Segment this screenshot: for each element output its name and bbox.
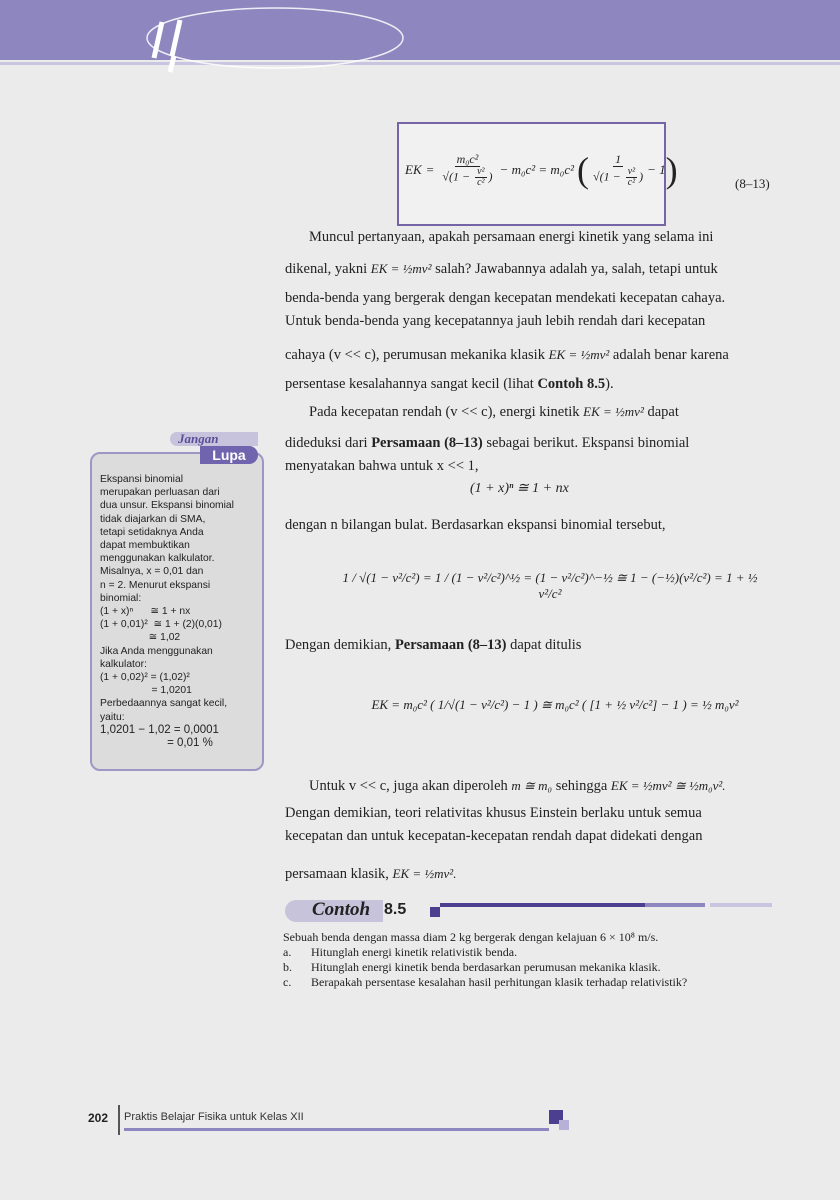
p2-line4: dengan n bilangan bulat. Berdasarkan ekspansi binomial tersebut,: [285, 517, 666, 533]
paragraph-3: [285, 634, 772, 657]
p2-line3: menyatakan bahwa untuk x << 1,: [285, 458, 479, 474]
sidebar-line-0: Ekspansi binomial: [100, 474, 183, 485]
contoh-item-b-text: Hitunglah energi kinetik benda berdasarkan perumusan mekanika klasik.: [311, 960, 661, 974]
p4-line1: [285, 774, 772, 798]
sidebar-line-7: Misalnya, x = 0,01 dan: [100, 566, 204, 578]
p1-line5-formula: EK = ½mv²: [548, 347, 610, 362]
sidebar-line-19: 1,0201 − 1,02 = 0,0001: [100, 723, 219, 736]
sidebar-tab-top: Jangan: [178, 431, 219, 446]
eq-middle: − m₀c² = m₀c²: [499, 162, 574, 177]
eq-minus-one: − 1: [647, 162, 666, 177]
contoh-bar-light: [710, 903, 772, 907]
p1-line4: Untuk benda-benda yang kecepatannya jauh lebih rendah dari kecepatan: [285, 313, 706, 329]
sidebar-line-14: kalkulator:: [100, 658, 147, 670]
eq-numerator: m₀c²: [456, 151, 479, 166]
sidebar-tab: [170, 432, 260, 464]
contoh-item-c: [283, 975, 783, 990]
sidebar-line-13: Jika Anda menggunakan: [100, 645, 213, 657]
sidebar-tab-bottom: Lupa: [200, 446, 258, 464]
p1-line2-b: salah? Jawabannya adalah ya, salah, tetapi untuk: [435, 261, 718, 277]
p4-line1-m: m ≅ m₀: [511, 778, 553, 793]
sidebar-line-8: n = 2. Menurut ekspansi: [100, 579, 211, 591]
sidebar-line-4: tetapi setidaknya Anda: [100, 526, 204, 538]
p2-line1-b: dapat: [647, 404, 679, 420]
paragraph-1: [285, 226, 772, 396]
sidebar-line-3: tidak diajarkan di SMA,: [100, 513, 206, 525]
p1-line2-a: dikenal, yakni: [285, 261, 368, 277]
contoh-item-b-marker: b.: [283, 960, 292, 974]
footer-title: Praktis Belajar Fisika untuk Kelas XII: [124, 1111, 304, 1123]
p1-line3: benda-benda yang bergerak dengan kecepatan mendekati kecepatan cahaya.: [285, 290, 726, 306]
header-swirl-decoration: [140, 0, 410, 80]
paragraph-4: [285, 774, 772, 886]
sidebar-line-9: binomial:: [100, 592, 142, 604]
sidebar-line-12: ≅ 1,02: [100, 632, 181, 644]
p1-line2-formula: EK = ½mv²: [370, 261, 432, 276]
equation-label: (8–13): [735, 176, 770, 191]
sidebar-line-1: merupakan perluasan dari: [100, 487, 220, 499]
eq-v2: v²: [477, 165, 485, 177]
eq-c2-2: c²: [627, 176, 636, 188]
contoh-body: [283, 930, 783, 990]
p4-line1-formula: EK = ½mv² ≅ ½m₀v².: [610, 778, 726, 793]
eq-c2: c²: [477, 176, 485, 188]
contoh-item-a: [283, 945, 783, 960]
contoh-bar-mid: [645, 903, 705, 907]
p1-line6-b: ).: [605, 376, 614, 392]
sidebar-line-17: Perbedaannya sangat kecil,: [100, 698, 228, 710]
eq-fraction-2: [591, 153, 645, 188]
p1-line5-a: cahaya (v << c), perumusan mekanika klasik: [285, 347, 545, 363]
p2-line1-formula: EK = ½mv²: [583, 404, 644, 419]
contoh-item-b: [283, 960, 783, 975]
p2-line1-a: Pada kecepatan rendah (v << c), energi kinetik: [309, 404, 580, 420]
contoh-item-a-marker: a.: [283, 945, 292, 959]
p1-line6-a: persentase kesalahannya sangat kecil (lihat: [285, 376, 534, 392]
header-divider: [0, 62, 840, 65]
eq-v2-2: v²: [627, 165, 636, 177]
p4-line4-a: persamaan klasik,: [285, 866, 389, 882]
expansion-equation: 1 / √(1 − v²/c²) = 1 / (1 − v²/c²)^½ = (1 − v²/c²)^−½ ≅ 1 − (−½)(v²/c²) = 1 + ½ v²/c²: [342, 570, 758, 601]
contoh-item-a-text: Hitunglah energi kinetik relativistik benda.: [311, 945, 518, 959]
contoh-item-c-marker: c.: [283, 975, 292, 989]
eq-fraction-1: [440, 153, 494, 188]
sidebar-line-5: dapat membuktikan: [100, 540, 190, 552]
p4-line1-b: sehingga: [555, 778, 608, 794]
p2-line1: [285, 400, 772, 424]
sidebar-line-20: = 0,01 %: [100, 737, 213, 750]
sidebar-line-11: (1 + 0,01)² ≅ 1 + (2)(0,01): [100, 619, 222, 631]
p1-line6: [285, 373, 772, 396]
footer-bar-line: [124, 1128, 549, 1131]
sidebar-text: [100, 473, 260, 750]
sidebar-line-2: dua unsur. Ekspansi binomial: [100, 500, 234, 512]
contoh-square: [430, 907, 440, 917]
eq-sqrt-prefix-2: 1 −: [603, 168, 621, 183]
p2-line2-bold: Persamaan (8–13): [371, 435, 483, 451]
p2-line2-b: sebagai berikut. Ekspansi binomial: [486, 435, 690, 451]
p3-b: dapat ditulis: [510, 637, 582, 653]
contoh-label: Contoh: [312, 899, 371, 920]
p1-line6-bold: Contoh 8.5: [537, 376, 606, 392]
p4-line4-formula: EK = ½mv².: [392, 866, 457, 881]
eq-equals: =: [425, 162, 435, 177]
paragraph-2: [285, 400, 772, 478]
p4-line4: [285, 862, 772, 886]
contoh-bar-dark: [440, 903, 645, 907]
binomial-equation: (1 + x)ⁿ ≅ 1 + nx: [470, 481, 569, 496]
contoh-item-c-text: Berapakah persentase kesalahan hasil perhitungan klasik terhadap relativistik?: [311, 975, 688, 989]
p1-line1: Muncul pertanyaan, apakah persamaan energi kinetik yang selama ini: [309, 229, 714, 245]
p4-line2: Dengan demikian, teori relativitas khusus Einstein berlaku untuk semua: [285, 805, 702, 821]
sidebar-line-18: yaitu:: [100, 711, 125, 723]
ek-equation: EK = m₀c² ( 1/√(1 − v²/c²) − 1 ) ≅ m₀c² ( [1 + ½ v²/c²] − 1 ) = ½ m₀v²: [371, 697, 739, 712]
p4-line1-a: Untuk v << c, juga akan diperoleh: [309, 778, 508, 794]
contoh-number: 8.5: [384, 901, 407, 918]
equation-8-13: EK = m₀c² √(1 − $\frac{\text{v²}}{\text{c²}}$ ) − m₀c² = m₀c² ( 1 √(1 − $\frac{\text{v²}}{\text{c²}}$ ) − 1 ): [405, 150, 678, 190]
p1-line5: [285, 343, 772, 367]
p3-bold: Persamaan (8–13): [394, 637, 507, 653]
sidebar-line-6: menggunakan kalkulator.: [100, 553, 215, 565]
footer-divider: [118, 1105, 120, 1135]
eq-denominator: √(1 − $\frac{\text{v²}}{\text{c²}}$ ): [442, 165, 493, 188]
page-number: 202: [88, 1111, 109, 1125]
p4-line3: kecepatan dan untuk kecepatan-kecepatan rendah dapat didekati dengan: [285, 828, 703, 844]
p1-line5-b: adalah benar karena: [612, 347, 729, 363]
sidebar-line-16: = 1,0201: [100, 685, 192, 697]
footer-square-light: [559, 1120, 569, 1130]
p1-line2: [285, 257, 772, 281]
header-band: [0, 0, 840, 60]
p2-line2-a: dideduksi dari: [285, 435, 368, 451]
p3-a: Dengan demikian,: [285, 637, 392, 653]
p2-line2: [285, 432, 772, 455]
eq-lhs: EK: [405, 162, 422, 177]
eq-one: 1: [615, 151, 622, 166]
eq-sqrt-prefix: 1 −: [453, 168, 471, 183]
sidebar-line-15: (1 + 0,02)² = (1,02)²: [100, 672, 190, 684]
sidebar-line-10: (1 + x)ⁿ ≅ 1 + nx: [100, 606, 191, 618]
contoh-intro: Sebuah benda dengan massa diam 2 kg bergerak dengan kelajuan 6 × 10⁸ m/s.: [283, 930, 659, 944]
eq-denominator-2: √(1 − $\frac{\text{v²}}{\text{c²}}$ ): [593, 165, 644, 188]
